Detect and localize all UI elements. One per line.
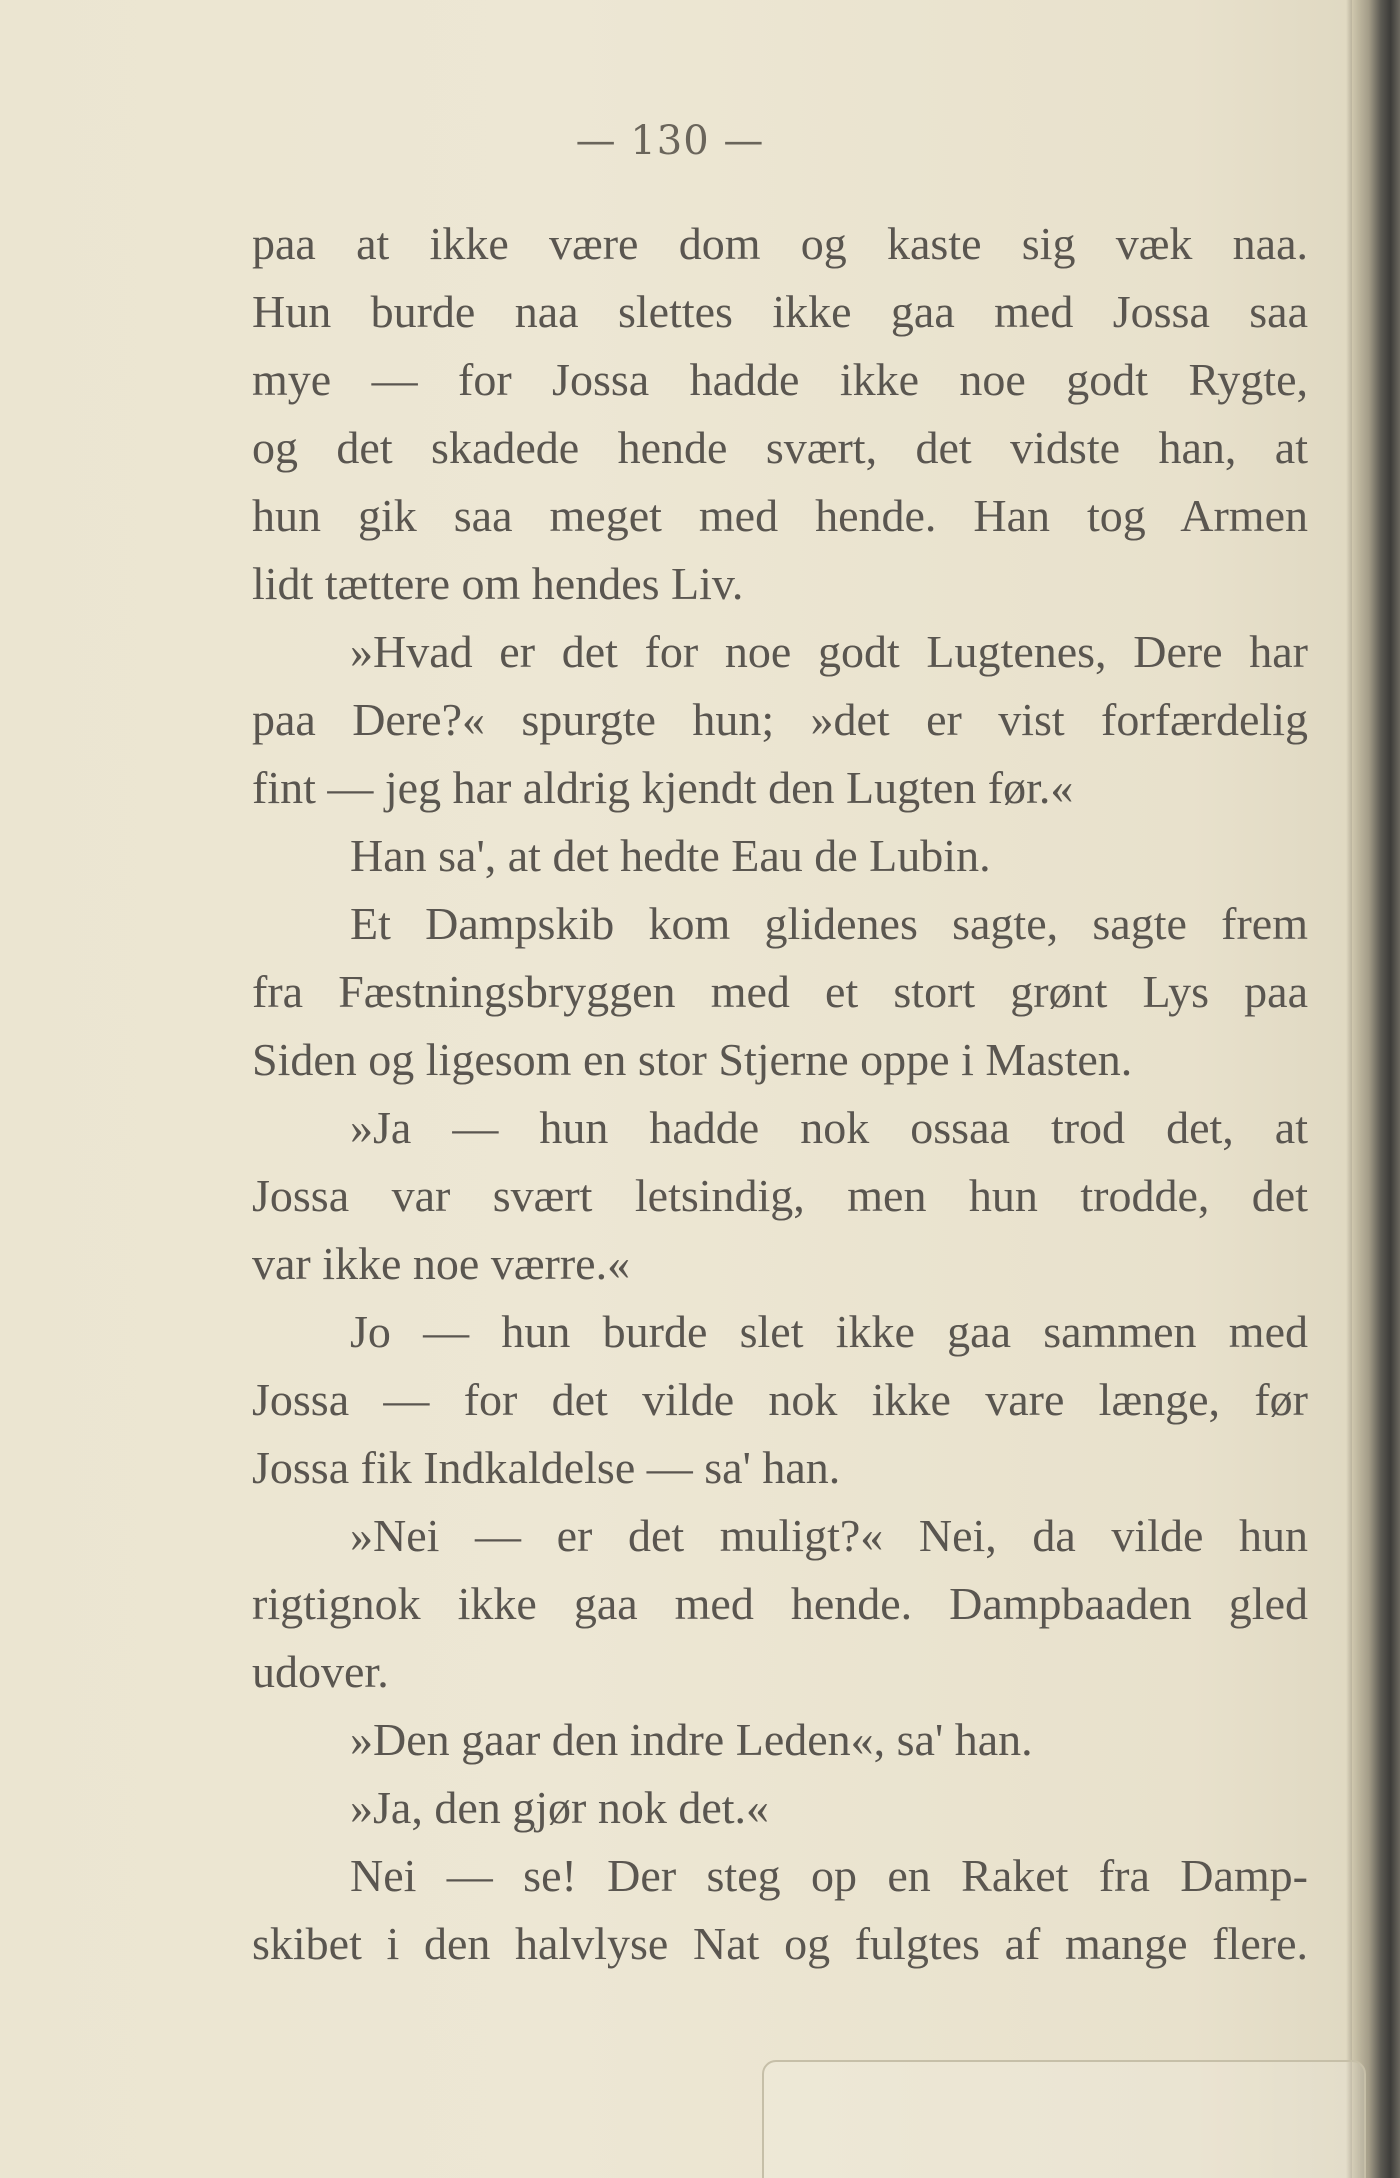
text-line: lidt tættere om hendes Liv.	[252, 558, 744, 609]
text-line: Siden og ligesom en stor Stjerne oppe i Masten.	[252, 1034, 1133, 1085]
text-line: paa Dere?« spurgte hun; »det er vist forfærdelig	[252, 694, 1308, 745]
text-line: »Den gaar den indre Leden«, sa' han.	[350, 1714, 1033, 1765]
text-line: Jossa — for det vilde nok ikke vare længe, før	[252, 1374, 1308, 1425]
text-line: rigtignok ikke gaa med hende. Dampbaaden gled	[252, 1578, 1308, 1629]
text-line: Nei — se! Der steg op en Raket fra Damp-	[350, 1850, 1308, 1901]
text-line: fint — jeg har aldrig kjendt den Lugten før.«	[252, 762, 1074, 813]
text-line: »Ja, den gjør nok det.«	[350, 1782, 770, 1833]
text-line: Jossa var svært letsindig, men hun trodde, det	[252, 1170, 1308, 1221]
text-line: og det skadede hende svært, det vidste han, at	[252, 422, 1308, 473]
page-number: — 130 —	[575, 118, 765, 164]
text-line: »Nei — er det muligt?« Nei, da vilde hun	[350, 1510, 1308, 1561]
text-line: Hun burde naa slettes ikke gaa med Jossa saa	[252, 286, 1308, 337]
text-line: »Ja — hun hadde nok ossaa trod det, at	[350, 1102, 1308, 1153]
book-spine	[1352, 0, 1400, 2178]
text-line: skibet i den halvlyse Nat og fulgtes af mange flere.	[252, 1918, 1308, 1969]
library-label-box	[762, 2060, 1366, 2178]
text-line: »Hvad er det for noe godt Lugtenes, Dere har	[350, 626, 1308, 677]
text-line: Et Dampskib kom glidenes sagte, sagte frem	[350, 898, 1308, 949]
text-line: fra Fæstningsbryggen med et stort grønt Lys paa	[252, 966, 1308, 1017]
text-line: mye — for Jossa hadde ikke noe godt Rygte,	[252, 354, 1308, 405]
text-line: udover.	[252, 1646, 389, 1697]
text-line: var ikke noe værre.«	[252, 1238, 631, 1289]
text-line: Jossa fik Indkaldelse — sa' han.	[252, 1442, 841, 1493]
text-line: Jo — hun burde slet ikke gaa sammen med	[350, 1306, 1308, 1357]
text-line: hun gik saa meget med hende. Han tog Armen	[252, 490, 1308, 541]
text-line: Han sa', at det hedte Eau de Lubin.	[350, 830, 991, 881]
text-line: paa at ikke være dom og kaste sig væk naa.	[252, 218, 1308, 269]
body-text	[252, 210, 1308, 1978]
